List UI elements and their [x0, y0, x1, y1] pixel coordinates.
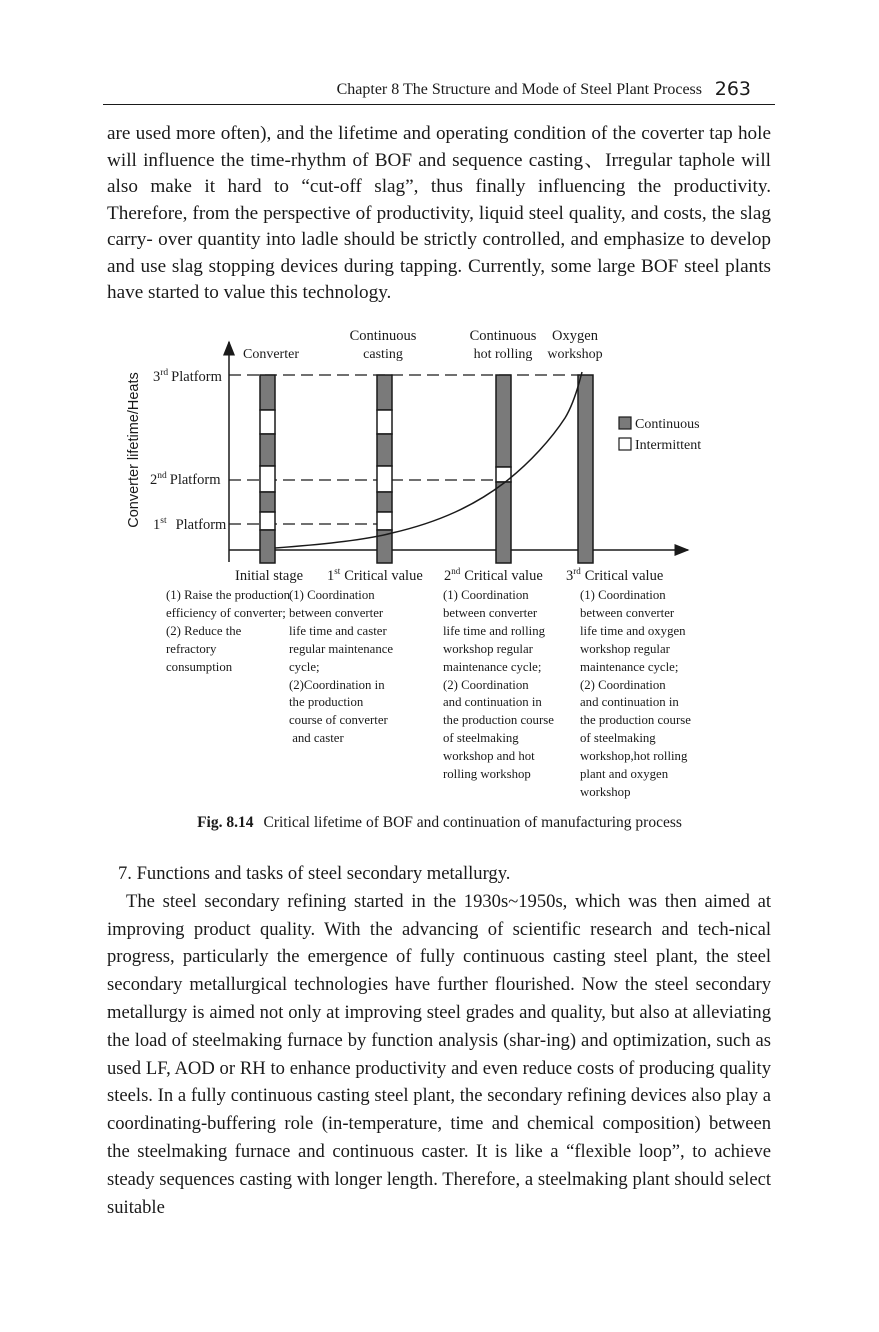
figure-caption-text: Critical lifetime of BOF and continuation of manufacturing process — [263, 814, 682, 831]
stage-description-critical-3: (1) Coordination between converter life time and oxygen workshop regular maintenance cycle; (2) Coordination and continuation in the production course of steelmaking workshop,hot rolling plant and oxygen workshop — [580, 588, 691, 799]
label-hot-rolling-1: Continuous — [469, 328, 537, 344]
stage-label-critical-2: 2nd Critical value — [444, 566, 543, 584]
section-body — [107, 860, 771, 1221]
rolling-bar-continuous-2 — [496, 482, 511, 563]
paragraph-secondary-metallurgy: The steel secondary refining started in the 1930s~1950s, which was then aimed at improving product quality. With the advancing of scientific research and tech-nical progress, particularly the emergence of fully continuous casting steel plant, the steel secondary metallurgical technologies have further flourished. Now the steel secondary metallurgy is aimed not only at improving steel grades and quality, but also at alleviating the load of steelmaking furnace by function analysis (shar-ing) and optimization, such as used LF, AOD or RH to enhance productivity and even reduce costs of producing quality steels. In a fully continuous casting steel plant, the secondary refining devices also play a coordinating-buffering role (in-temperature, time and chemical composition) between the steelmaking furnace and continuous caster. It is like a “flexible loop”, to achieve steady sequences casting with longer length. Therefore, a steelmaking plant should select suitable — [107, 890, 771, 1218]
label-continuous-casting-1: Continuous — [349, 328, 417, 344]
stage-label-critical-3: 3rd Critical value — [566, 566, 664, 584]
lifetime-curve — [275, 372, 582, 548]
converter-bar-continuous-1 — [260, 375, 275, 410]
y-axis-label: Converter lifetime/Heats — [126, 372, 142, 528]
casting-bar-continuous-1 — [377, 375, 392, 410]
stage-description-critical-2: (1) Coordination between converter life time and rolling workshop regular maintenance cycle; (2) Coordination and continuation in the production course of steelmaking workshop and hot rolling workshop — [443, 588, 554, 782]
section-heading: 7. Functions and tasks of steel secondary metallurgy. — [118, 863, 511, 884]
legend-continuous-swatch — [619, 417, 631, 429]
platform-2-label: 2nd Platform — [150, 471, 221, 488]
oxygen-bar-continuous — [578, 375, 593, 563]
platform-3-label: 3rd Platform — [153, 368, 222, 385]
label-converter: Converter — [243, 347, 299, 362]
converter-bar-continuous-4 — [260, 530, 275, 563]
platform-1-label: 1st Platform — [153, 516, 227, 533]
converter-bar-intermittent-3 — [260, 512, 275, 530]
label-oxygen-2: workshop — [547, 347, 603, 362]
stage-description-initial: (1) Raise the production efficiency of converter; (2) Reduce the refractory consumption — [166, 588, 291, 674]
stage-label-critical-1: 1st Critical value — [327, 566, 423, 584]
chapter-title: Chapter 8 The Structure and Mode of Steel Plant Process — [336, 81, 702, 98]
label-oxygen-1: Oxygen — [552, 328, 598, 344]
label-hot-rolling-2: hot rolling — [473, 347, 533, 362]
paragraph-top: are used more often), and the lifetime and operating condition of the coverter tap hole will influence the time-rhythm of BOF and sequence casting、Irregular taphole will also make it hard to “cut-off slag”, thus finally influencing the productivity. Therefore, from the perspective of productivity, liquid steel quality, and costs, the slag carry- over quantity into ladle should be strictly controlled, and emphasize to develop and use slag stopping devices during tapping. Currently, some large BOF steel plants have started to value this technology. — [107, 123, 771, 303]
label-continuous-casting-2: casting — [363, 347, 403, 362]
page-number: 263 — [714, 78, 751, 100]
converter-bar-intermittent-1 — [260, 410, 275, 434]
legend-continuous-label: Continuous — [635, 417, 700, 432]
legend-intermittent-label: Intermittent — [635, 438, 702, 453]
converter-bar-continuous-3 — [260, 492, 275, 512]
converter-bar-continuous-2 — [260, 434, 275, 466]
casting-bar-continuous-3 — [377, 492, 392, 512]
casting-bar-continuous-2 — [377, 434, 392, 466]
figure-caption — [0, 814, 879, 832]
casting-bar-intermittent-3 — [377, 512, 392, 530]
stage-label-initial: Initial stage — [235, 568, 304, 584]
converter-bar-intermittent-2 — [260, 466, 275, 492]
casting-bar-intermittent-1 — [377, 410, 392, 434]
legend-intermittent-swatch — [619, 438, 631, 450]
rolling-bar-continuous-1 — [496, 375, 511, 467]
stage-description-critical-1: (1) Coordination between converter life time and caster regular maintenance cycle; (2)Coordination in the production course of converter and caster — [289, 588, 394, 746]
casting-bar-intermittent-2 — [377, 466, 392, 492]
figure-number: Fig. 8.14 — [197, 814, 254, 831]
